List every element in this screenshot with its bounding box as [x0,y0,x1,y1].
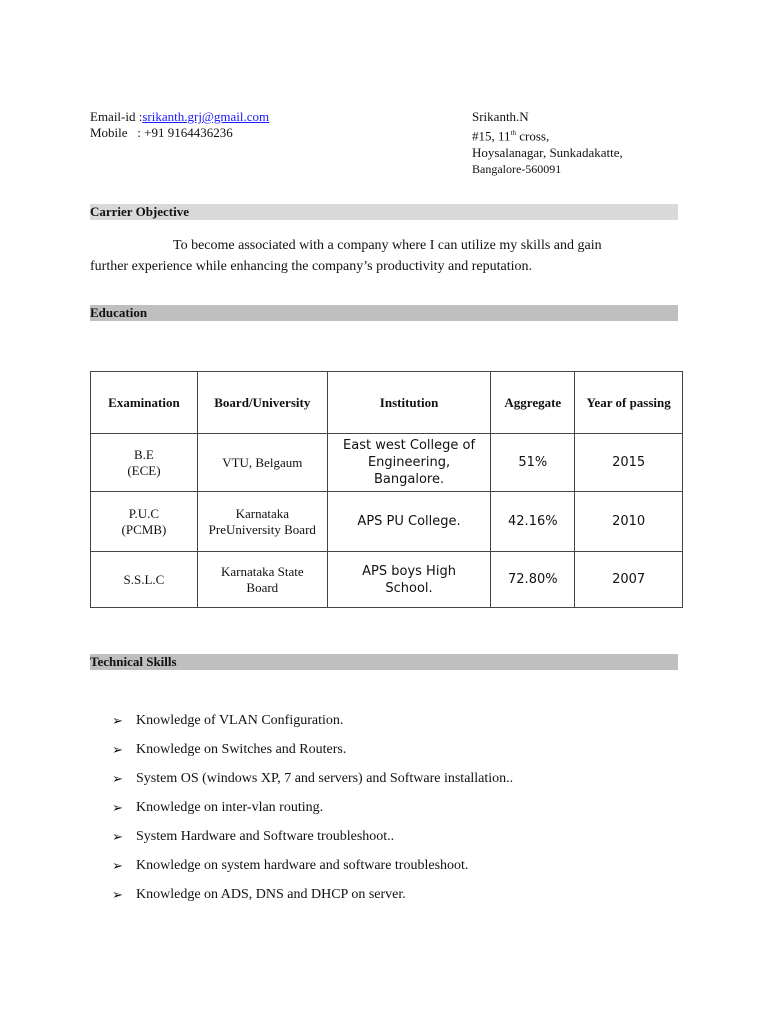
header-aggregate: Aggregate [491,372,575,434]
exam-cell: B.E (ECE) [91,434,198,492]
institution-cell: East west College of Engineering, Bangalore. [327,434,491,492]
aggregate-cell: 72.80% [491,552,575,608]
list-item: ➢ System OS (windows XP, 7 and servers) and Software installation.. [112,769,513,798]
exam-cell: P.U.C (PCMB) [91,492,198,552]
mobile-number: +91 9164436236 [144,125,233,140]
list-item: ➢ Knowledge on ADS, DNS and DHCP on server. [112,885,513,914]
arrowhead-bullet-icon: ➢ [112,771,123,786]
skills-list [112,711,513,914]
arrowhead-bullet-icon: ➢ [112,829,123,844]
address-block [472,109,623,177]
section-heading-objective: Carrier Objective [90,204,678,220]
year-cell: 2010 [575,492,683,552]
list-item: ➢ Knowledge on inter-vlan routing. [112,798,513,827]
address-line-1: #15, 11th cross, [472,128,550,144]
board-cell: Karnataka PreUniversity Board [197,492,327,552]
list-item: ➢ Knowledge on system hardware and software troubleshoot. [112,856,513,885]
arrowhead-bullet-icon: ➢ [112,742,123,757]
objective-line-2: further experience while enhancing the company’s productivity and reputation. [90,259,533,274]
year-cell: 2015 [575,434,683,492]
table-row [91,552,683,608]
table-row [91,434,683,492]
arrowhead-bullet-icon: ➢ [112,858,123,873]
header-examination: Examination [91,372,198,434]
email-line [90,109,269,125]
arrowhead-bullet-icon: ➢ [112,887,123,902]
objective-line-1: To become associated with a company where I can utilize my skills and gain [173,238,602,253]
email-label: Email-id : [90,109,143,124]
list-item: ➢ Knowledge on Switches and Routers. [112,740,513,769]
board-cell: Karnataka State Board [197,552,327,608]
table-header-row [91,372,683,434]
arrowhead-bullet-icon: ➢ [112,713,123,728]
list-item: ➢ Knowledge of VLAN Configuration. [112,711,513,740]
aggregate-cell: 51% [491,434,575,492]
exam-cell: S.S.L.C [91,552,198,608]
address-line-3: Bangalore-560091 [472,162,562,177]
address-line-2: Hoysalanagar, Sunkadakatte, [472,145,623,161]
board-cell: VTU, Belgaum [197,434,327,492]
objective-text [90,235,680,277]
section-heading-skills: Technical Skills [90,654,678,670]
list-item: ➢ System Hardware and Software troubleshoot.. [112,827,513,856]
education-table [90,371,683,608]
section-heading-education: Education [90,305,678,321]
header-institution: Institution [327,372,491,434]
mobile-line [90,125,269,141]
arrowhead-bullet-icon: ➢ [112,800,123,815]
mobile-label: Mobile : [90,125,145,140]
applicant-name: Srikanth.N [472,109,529,124]
institution-cell: APS PU College. [327,492,491,552]
header-board: Board/University [197,372,327,434]
institution-cell: APS boys High School. [327,552,491,608]
email-link[interactable]: srikanth.grj@gmail.com [142,109,270,124]
year-cell: 2007 [575,552,683,608]
contact-block [90,109,269,141]
aggregate-cell: 42.16% [491,492,575,552]
header-year: Year of passing [575,372,683,434]
table-row [91,492,683,552]
